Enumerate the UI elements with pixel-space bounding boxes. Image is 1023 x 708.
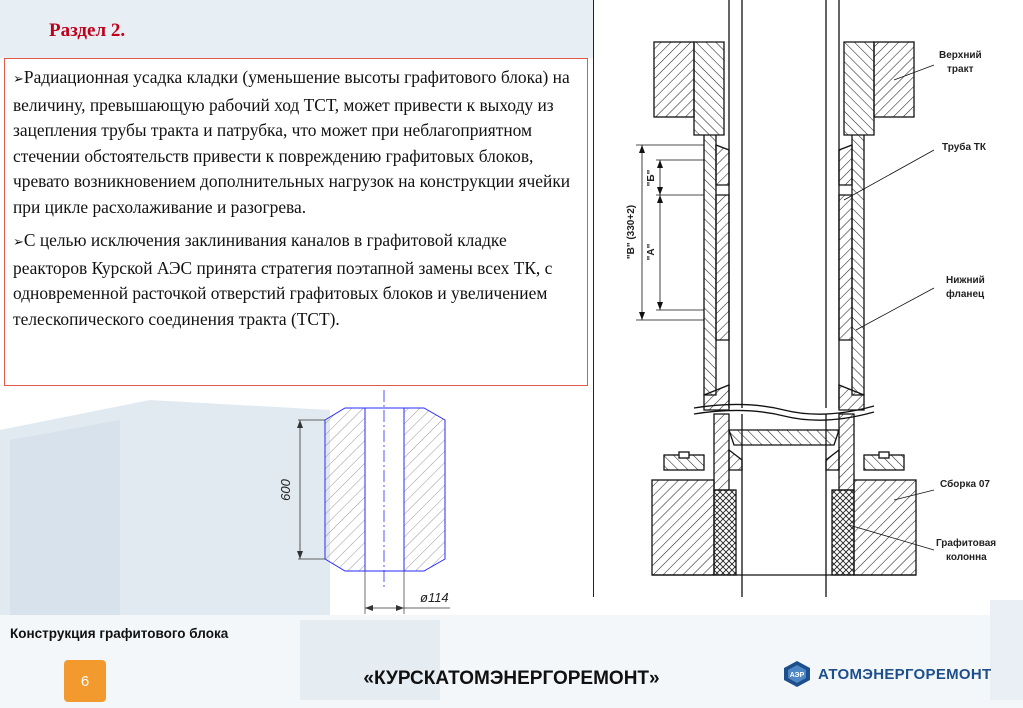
- diameter-dimension-label: ø114: [420, 590, 449, 605]
- label-graphite-column-line1: Графитовая: [936, 538, 997, 549]
- dimension-v-label: "В" (330+2): [626, 204, 637, 260]
- page-number-badge: 6: [64, 660, 106, 702]
- paragraph-2-text: С целью исключения заклинивания каналов в графитовой кладке реакторов Курской АЭС принята стратегия поэтапной замены всех ТК, с одновременной расточкой отверстий графитовых блоков и увеличением телескопического соединения тракта (ТСТ).: [13, 230, 553, 329]
- label-assembly: Сборка 07: [940, 479, 990, 490]
- paragraph-2: [13, 228, 577, 332]
- arrow-bullet-icon: ➢: [13, 235, 24, 250]
- height-dimension-label: 600: [278, 479, 293, 501]
- logo-text: АТОМЭНЕРГОРЕМОНТ: [818, 665, 992, 683]
- arrow-bullet-icon: ➢: [13, 72, 24, 87]
- label-upper-tract-line2: тракт: [947, 64, 974, 75]
- label-lower-flange: [946, 275, 985, 300]
- dimension-a-label: "А": [646, 243, 657, 261]
- logo-abbr: АЭР: [789, 672, 805, 679]
- company-logo: [782, 660, 992, 688]
- label-upper-tract-line1: Верхний: [939, 50, 982, 61]
- footer-brand: «КУРСКАТОМЭНЕРГОРЕМОНТ»: [363, 668, 660, 689]
- channel-cross-section-drawing: [594, 0, 1023, 597]
- label-tk-pipe: Труба ТК: [942, 142, 986, 153]
- label-lower-flange-line2: фланец: [946, 289, 985, 300]
- atom-logo-icon: [782, 660, 812, 688]
- section-title: Раздел 2.: [49, 20, 126, 41]
- label-graphite-column-line2: колонна: [946, 552, 987, 563]
- paragraph-1-text: Радиационная усадка кладки (уменьшение высоты графитового блока) на величину, превышающую рабочий ход ТСТ, может привести к выходу из зацепления трубы тракта и патрубка, что может при неблагоприятном стечении обстоятельств привести к повреждению графитовых блоков, чревато возникновением дополнительных нагрузок на конструкции ячейки при цикле расхолаживание и разогрева.: [13, 67, 571, 217]
- label-lower-flange-line1: Нижний: [946, 275, 985, 286]
- dimension-b-label: "Б": [646, 169, 657, 187]
- label-upper-tract: [939, 50, 982, 75]
- graphite-block-drawing: [270, 388, 480, 620]
- cross-section-panel: [593, 0, 1023, 597]
- label-graphite-column: [936, 537, 996, 563]
- figure-caption: Конструкция графитового блока: [10, 626, 229, 641]
- paragraph-1: [13, 65, 577, 220]
- text-box: [4, 58, 588, 386]
